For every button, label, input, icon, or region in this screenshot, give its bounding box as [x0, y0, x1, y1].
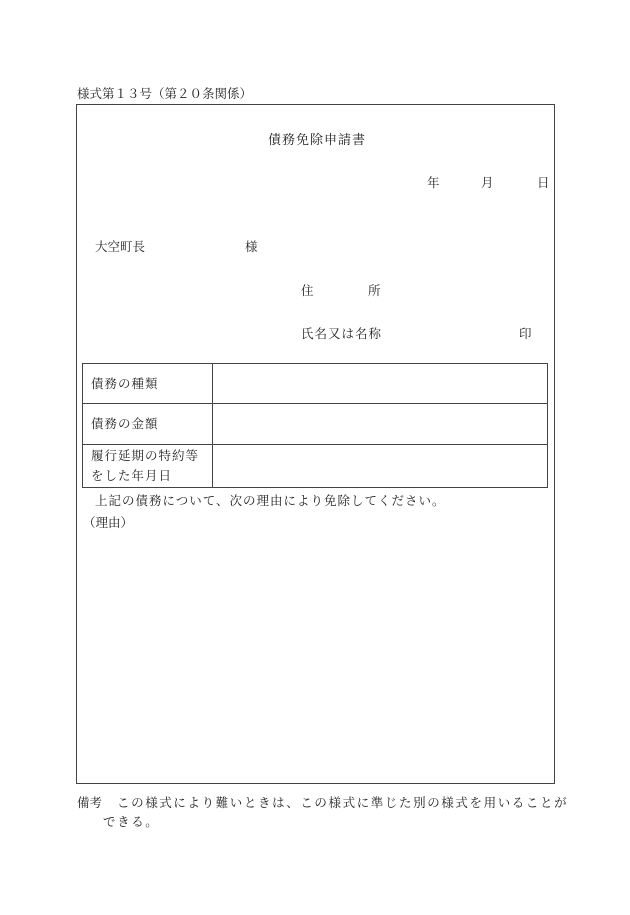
reason-label: （理由） [83, 515, 134, 530]
extension-date-label-line1: 履行延期の特約等 [91, 448, 200, 463]
address-label-part1: 住 [301, 283, 314, 298]
seal-mark: 印 [519, 326, 532, 341]
debt-details-table [82, 363, 548, 488]
date-year-label: 年 [427, 175, 440, 190]
remarks-label: 備考 [77, 795, 103, 810]
extension-date-field[interactable] [213, 445, 548, 488]
addressee-honorific: 様 [245, 239, 258, 254]
remarks-text-continued: できる。 [103, 814, 160, 829]
table-row [83, 364, 548, 404]
request-statement: 上記の債務について、次の理由により免除してください。 [95, 493, 446, 508]
date-month-label: 月 [481, 175, 494, 190]
debt-amount-field[interactable] [213, 404, 548, 445]
remarks-text: この様式により難いときは、この様式に準じた別の様式を用いることが [117, 795, 569, 810]
extension-date-label [83, 445, 213, 488]
table-row [83, 404, 548, 445]
form-number: 様式第１３号（第２０条関係） [77, 86, 253, 101]
name-label: 氏名又は名称 [301, 326, 383, 341]
debt-type-field[interactable] [213, 364, 548, 404]
debt-amount-label: 債務の金額 [83, 404, 213, 445]
table-row [83, 445, 548, 488]
addressee: 大空町長 [95, 239, 146, 254]
debt-type-label: 債務の種類 [83, 364, 213, 404]
extension-date-label-line2: をした年月日 [91, 468, 173, 483]
page-title: 債務免除申請書 [268, 133, 367, 148]
address-label-part2: 所 [368, 283, 381, 298]
date-day-label: 日 [537, 175, 550, 190]
